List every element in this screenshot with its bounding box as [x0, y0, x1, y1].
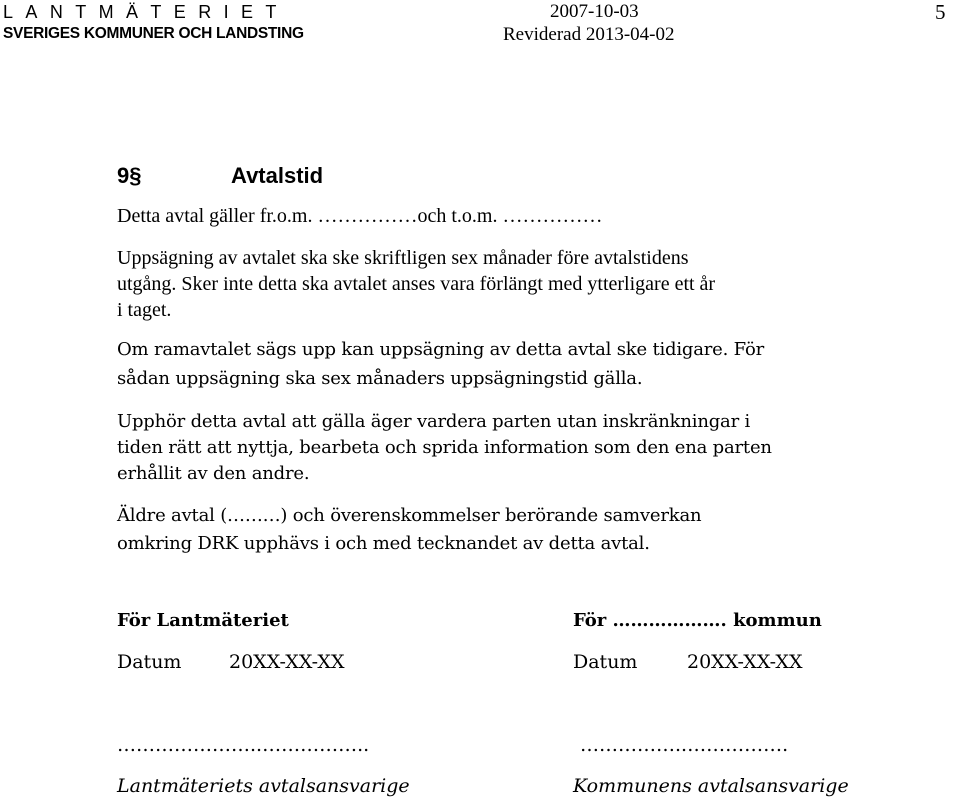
expiry-line-3: erhållit av den andre. — [117, 463, 310, 484]
termination-line-1: Uppsägning av avtalet ska ske skriftligen sex månader före avtalstidens — [117, 247, 689, 269]
framework-line-2: sådan uppsägning ska sex månaders uppsägningstid gälla. — [117, 368, 643, 389]
older-agreements-line-1: Äldre avtal (………) och överenskommelser berörande samverkan — [117, 505, 702, 526]
section-number: 9§ — [117, 163, 142, 188]
revision-date: Reviderad 2013-04-02 — [503, 24, 675, 45]
left-signatory-party: För Lantmäteriet — [117, 610, 289, 631]
section-title: Avtalstid — [231, 163, 324, 188]
org-subtitle: SVERIGES KOMMUNER OCH LANDSTING — [3, 25, 304, 42]
document-date: 2007-10-03 — [550, 1, 639, 22]
right-signature-line: ……………..……………. — [580, 734, 789, 756]
page-number: 5 — [935, 0, 946, 24]
right-date-value: 20XX-XX-XX — [687, 651, 803, 673]
left-signature-line: …………………..…………….. — [117, 734, 370, 756]
older-agreements-line-2: omkring DRK upphävs i och med tecknandet av detta avtal. — [117, 533, 650, 554]
left-date-value: 20XX-XX-XX — [229, 651, 345, 673]
right-signatory-party: För ………………. kommun — [573, 610, 822, 631]
left-date-label: Datum — [117, 651, 182, 673]
right-signatory-role: Kommunens avtalsansvarige — [573, 775, 849, 797]
org-name: LANTMÄTERIET — [3, 2, 289, 22]
expiry-line-2: tiden rätt att nyttja, bearbeta och sprida information som den ena parten — [117, 437, 772, 458]
termination-line-2: utgång. Sker inte detta ska avtalet anses vara förlängt med ytterligare ett år — [117, 273, 716, 295]
left-signatory-role: Lantmäteriets avtalsansvarige — [117, 775, 410, 797]
framework-line-1: Om ramavtalet sägs upp kan uppsägning av detta avtal ske tidigare. För — [117, 339, 765, 360]
expiry-line-1: Upphör detta avtal att gälla äger vardera parten utan inskränkningar i — [117, 411, 751, 432]
right-date-label: Datum — [573, 651, 638, 673]
termination-line-3: i taget. — [117, 299, 172, 321]
validity-paragraph: Detta avtal gäller fr.o.m. ……………och t.o.m. …………… — [117, 205, 603, 227]
